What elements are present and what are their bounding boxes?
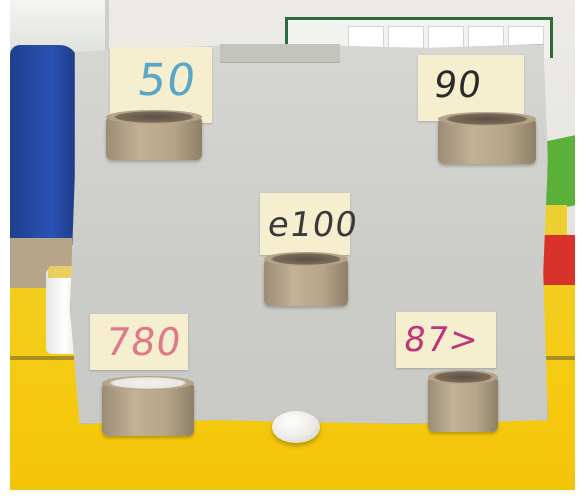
- tube-bottom-left: [102, 382, 194, 436]
- note-top-right: [418, 55, 524, 121]
- paper-ball: [272, 411, 320, 443]
- note-bottom-right: [396, 312, 496, 368]
- note-bottom-right-text: 87>: [401, 320, 482, 360]
- tube-bottom-right: [428, 376, 498, 432]
- photo: [10, 0, 575, 490]
- tube-top-left: [106, 116, 202, 160]
- note-bottom-left: [90, 314, 188, 370]
- note-center-text: e100: [265, 205, 361, 245]
- tube-top-right: [438, 118, 536, 164]
- note-top-left-text: 50: [134, 55, 200, 106]
- note-bottom-left-text: 780: [102, 320, 185, 364]
- note-top-right-text: 90: [431, 65, 485, 106]
- note-center: [260, 193, 361, 255]
- blue-bag: [10, 45, 78, 245]
- tube-center: [264, 258, 348, 306]
- board-tape: [220, 44, 340, 63]
